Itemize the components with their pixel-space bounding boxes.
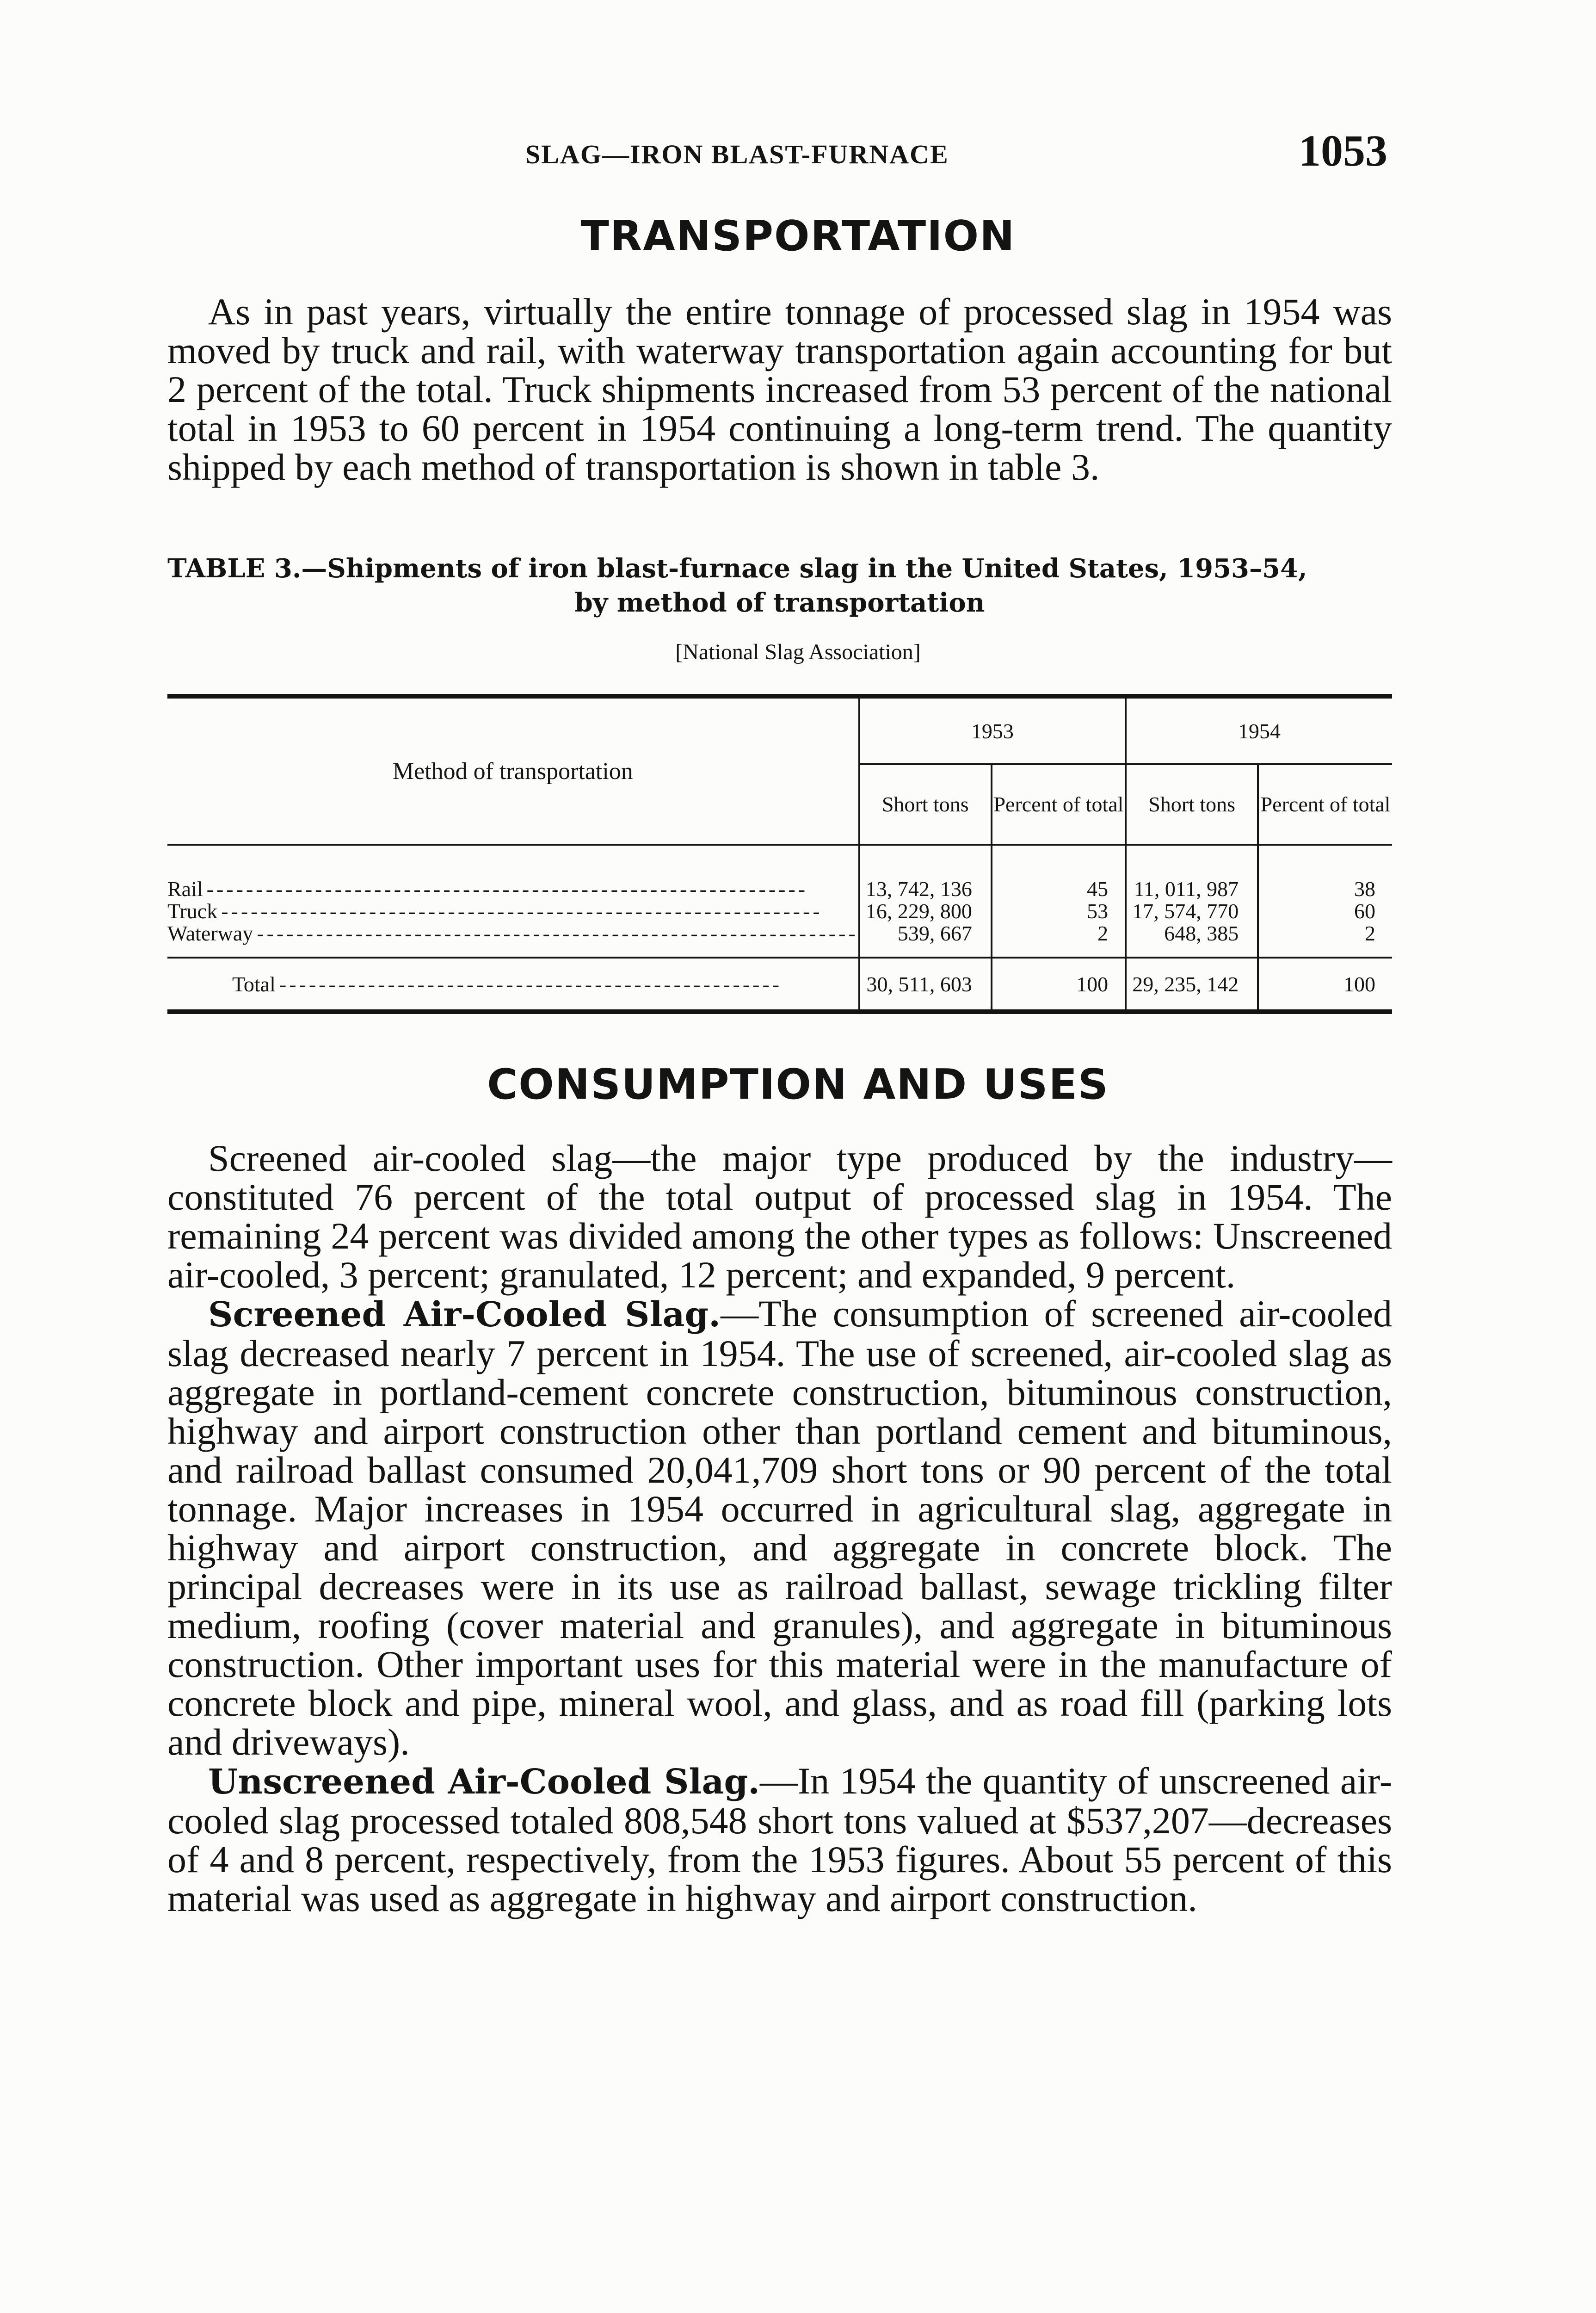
table-title [167,551,1392,620]
year-header-1954: 1954 [1126,696,1392,764]
unscreened-paragraph [167,1762,1392,1918]
table-total-row [167,958,1392,1012]
page-number: 1053 [1299,126,1387,175]
row-label-truck: Truck [167,900,218,922]
leader-dots: ------------------------------------------------------------- [257,922,858,945]
cell-waterway-tons-1953: 539, 667 [859,922,992,945]
cell-waterway-tons-1954: 648, 385 [1126,922,1258,945]
leader-dots: ------------------------------------------------------------- [206,878,808,900]
cell-truck-tons-1954: 17, 574, 770 [1126,900,1258,922]
percent-header-1954: Percent of total [1258,764,1392,845]
screened-paragraph-text: —The consumption of screened air-cooled slag decreased nearly 7 percent in 1954. The use of screened, air-cooled slag as aggregate in portland-cement concrete construction, bituminous construction, highway and airport construction other than portland cement and bituminous, and railroad ballast consumed 20,041,709 short tons or 90 percent of the total tonnage. Major increases in 1954 occurred in agricultural slag, aggregate in highway and airport construction, and aggregate in concrete block. The principal decreases were in its use as railroad ballast, sewage trickling filter medium, roofing (cover material and granules), and aggregate in bituminous construction. Other important uses for this material were in the manufacture of concrete block and pipe, mineral wool, and glass, and as road fill (parking lots and driveways). [167,1293,1392,1763]
table-row [167,922,1392,945]
row-label-total: Total [232,972,276,996]
row-label-rail: Rail [167,878,203,900]
screened-runin-heading: Screened Air-Cooled Slag. [208,1295,721,1335]
consumption-heading: CONSUMPTION AND USES [487,1060,1109,1109]
cell-total-tons-1953: 30, 511, 603 [859,958,992,1012]
cell-truck-tons-1953: 16, 229, 800 [859,900,992,922]
cell-rail-pct-1953: 45 [992,878,1126,900]
cell-truck-pct-1953: 53 [992,900,1126,922]
method-column-header: Method of transportation [392,758,633,785]
cell-waterway-pct-1954: 2 [1258,922,1392,945]
table-row [167,878,1392,900]
table-source: [National Slag Association] [675,640,921,664]
percent-header-1953: Percent of total [992,764,1126,845]
cell-rail-pct-1954: 38 [1258,878,1392,900]
cell-waterway-pct-1953: 2 [992,922,1126,945]
cell-rail-tons-1954: 11, 011, 987 [1126,878,1258,900]
transportation-paragraph: As in past years, virtually the entire tonnage of processed slag in 1954 was moved by truck and rail, with waterway transportation again accounting for but 2 percent of the total. Truck shipments increased from 53 percent of the national total in 1953 to 60 percent in 1954 continuing a long-term trend. The quantity shipped by each method of transportation is shown in table 3. [167,291,1392,488]
screened-paragraph [167,1294,1392,1762]
cell-total-pct-1954: 100 [1258,958,1392,1012]
cell-truck-pct-1954: 60 [1258,900,1392,922]
cell-total-pct-1953: 100 [992,958,1126,1012]
short-tons-header-1954: Short tons [1126,764,1258,845]
leader-dots: ------------------------------------------------------------- [221,900,823,922]
table-title-line2: by method of transportation [574,588,985,618]
consumption-section [167,1139,1392,1918]
consumption-paragraph: Screened air-cooled slag—the major type produced by the industry—constituted 76 percent of the total output of processed slag in 1954. The remaining 24 percent was divided among the other types as follows: Unscreened air-cooled, 3 percent; granulated, 12 percent; and expanded, 9 percent. [167,1137,1392,1296]
leader-dots: --------------------------------------------------- [279,972,783,996]
cell-rail-tons-1953: 13, 742, 136 [859,878,992,900]
transportation-heading: TRANSPORTATION [580,212,1016,260]
row-label-waterway: Waterway [167,922,253,945]
table-row [167,900,1392,922]
running-title: SLAG—IRON BLAST-FURNACE [525,139,949,169]
cell-total-tons-1954: 29, 235, 142 [1126,958,1258,1012]
short-tons-header-1953: Short tons [859,764,992,845]
shipments-table [167,694,1392,1014]
unscreened-runin-heading: Unscreened Air-Cooled Slag. [208,1762,760,1802]
unscreened-paragraph-text: —In 1954 the quantity of unscreened air-cooled slag processed totaled 808,548 short tons valued at $537,207—decreases of 4 and 8 percent, respectively, from the 1953 figures. About 55 percent of this material was used as aggregate in highway and airport construction. [167,1760,1392,1919]
table-title-line1: TABLE 3.—Shipments of iron blast-furnace slag in the United States, 1953–54, [167,553,1307,584]
year-header-1953: 1953 [859,696,1126,764]
transportation-section [167,292,1392,487]
